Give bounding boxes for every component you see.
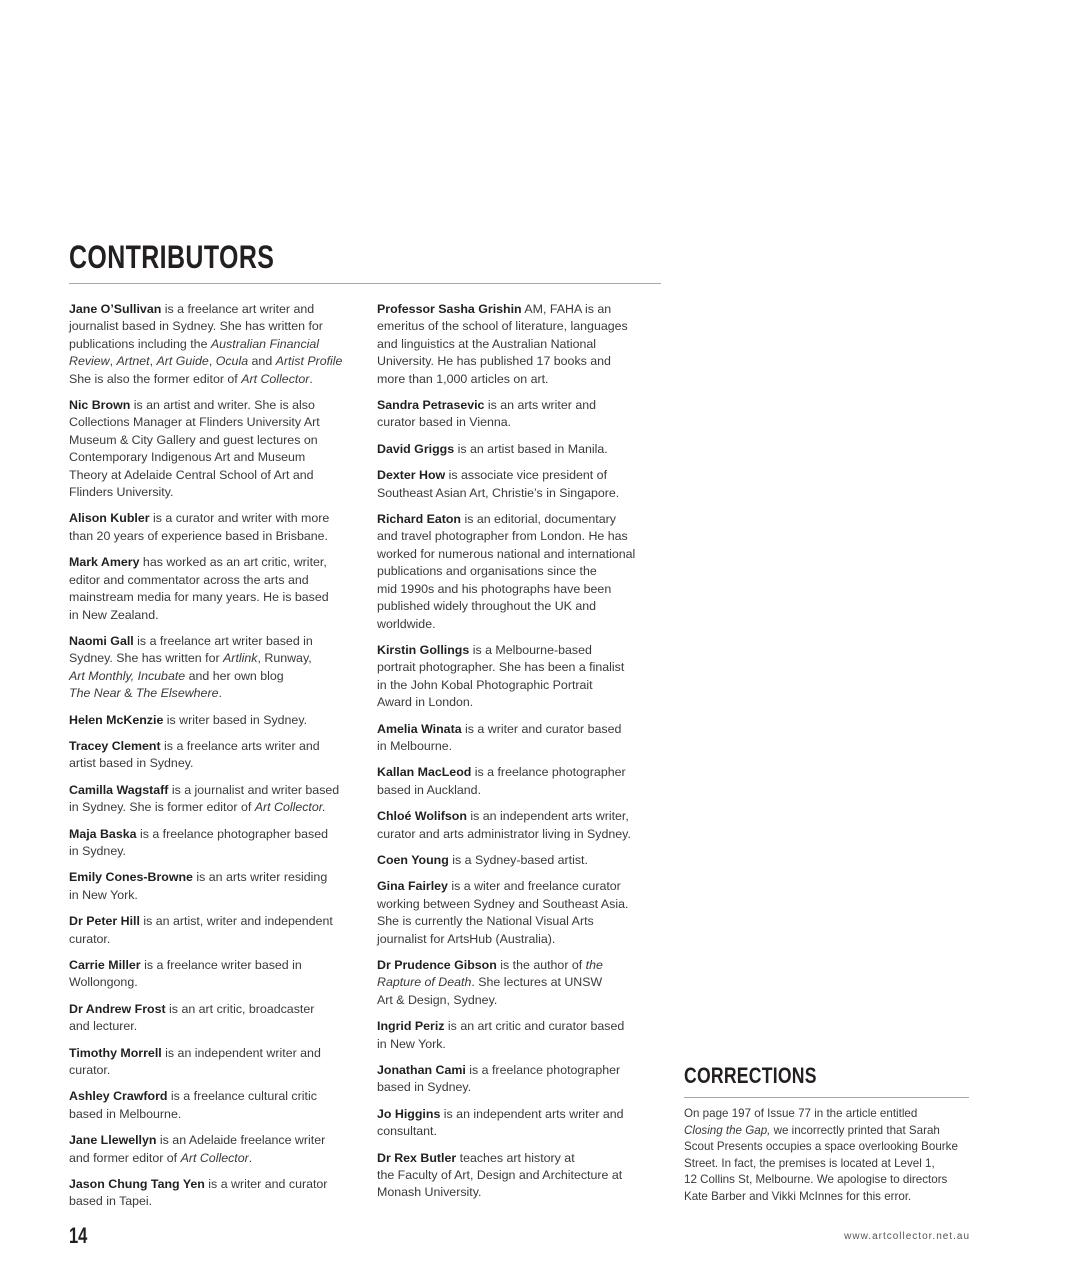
contributor-name: Coen Young	[377, 852, 449, 867]
contributor-name: Professor Sasha Grishin	[377, 302, 522, 316]
contributor-entry: Emily Cones-Browne is an arts writer residing in New York.	[69, 870, 328, 902]
contributor-name: Jonathan Cami	[377, 1063, 466, 1078]
contributor-entry: Dr Andrew Frost is an art critic, broadcaster and lecturer.	[69, 1001, 315, 1034]
contributor-name: Ingrid Periz	[377, 1019, 445, 1034]
contributor-name: Dr Prudence Gibson	[377, 958, 497, 972]
title-divider	[69, 283, 661, 284]
contributor-entry: Dr Peter Hill is an artist, writer and independent curator.	[69, 914, 333, 946]
contributor-entry: Gina Fairley is a witer and freelance curator working between Sydney and Southeast Asia. She is currently the National Visual Arts journalist for ArtsHub (Australia).	[377, 879, 629, 946]
contributor-name: Dr Rex Butler	[377, 1150, 457, 1165]
contributor-entry: Carrie Miller is a freelance writer based in Wollongong.	[69, 958, 302, 990]
page-title: CONTRIBUTORS	[69, 239, 275, 275]
contributor-name: Tracey Clement	[69, 738, 161, 753]
contributor-entry: Dexter How is associate vice president of Southeast Asian Art, Christie’s in Singapore.	[377, 468, 620, 500]
contributor-name: Emily Cones-Browne	[69, 870, 193, 885]
contributor-entry: Coen Young is a Sydney-based artist.	[377, 852, 588, 867]
contributor-entry: Kirstin Gollings is a Melbourne-based portrait photographer. She has been a finalist in the John Kobal Photographic Portrait Award in London.	[377, 642, 625, 710]
contributor-name: Sandra Petrasevic	[377, 398, 485, 413]
contributor-name: Dr Peter Hill	[69, 914, 140, 929]
contributor-entry: Jane Llewellyn is an Adelaide freelance writer and former editor of Art Collector.	[69, 1133, 326, 1165]
contributor-name: Camilla Wagstaff	[69, 782, 169, 797]
contributor-entry: Ashley Crawford is a freelance cultural critic based in Melbourne.	[69, 1089, 317, 1121]
contributor-name: Jane O’Sullivan	[69, 302, 162, 316]
contributor-entry: Camilla Wagstaff is a journalist and writer based in Sydney. She is former editor of Art Collector.	[69, 782, 340, 815]
contributor-entry: David Griggs is an artist based in Manila.	[377, 441, 608, 456]
corrections-text: On page 197 of Issue 77 in the article entitled Closing the Gap, we incorrectly printed that Sarah Scout Presents occupies a space overlooking Bourke Street. In fact, the premises is located at Level 1, 12 Collins St, Melbourne. We apologise to directors Kate Barber and Vikki McInnes for this error.	[684, 1107, 958, 1203]
contributor-name: Jason Chung Tang Yen	[69, 1177, 205, 1192]
contributor-entry: Professor Sasha Grishin AM, FAHA is an emeritus of the school of literature, languages and linguistics at the Australian National University. He has published 17 books and more than 1,000 articles on art.	[377, 302, 628, 386]
contributor-name: Dexter How	[377, 468, 446, 483]
contributor-entry: Jane O’Sullivan is a freelance art writer and journalist based in Sydney. She has written for publications including the Australian Financial Review, Artnet, Art Guide, Ocula and Artist Profile She is also the former editor of Art Collector.	[69, 302, 343, 386]
contributors-column-right	[377, 301, 657, 1211]
contributor-name: Carrie Miller	[69, 958, 141, 972]
contributor-name: David Griggs	[377, 441, 455, 456]
contributor-name: Amelia Winata	[377, 721, 462, 736]
contributor-entry: Jonathan Cami is a freelance photographer based in Sydney.	[377, 1063, 621, 1095]
corrections-divider	[684, 1097, 969, 1098]
contributor-entry: Mark Amery has worked as an art critic, writer, editor and commentator across the arts and mainstream media for many years. He is based in New Zealand.	[69, 555, 329, 622]
contributor-entry: Amelia Winata is a writer and curator based in Melbourne.	[377, 721, 622, 753]
contributor-entry: Ingrid Periz is an art critic and curator based in New York.	[377, 1019, 625, 1051]
contributor-name: Dr Andrew Frost	[69, 1001, 166, 1016]
contributor-entry: Alison Kubler is a curator and writer with more than 20 years of experience based in Brisbane.	[69, 511, 330, 543]
contributor-entry: Jo Higgins is an independent arts writer and consultant.	[377, 1106, 624, 1139]
contributor-name: Maja Baska	[69, 826, 137, 841]
contributor-name: Ashley Crawford	[69, 1089, 168, 1104]
contributor-name: Mark Amery	[69, 555, 140, 570]
contributor-entry: Tracey Clement is a freelance arts writer and artist based in Sydney.	[69, 738, 320, 771]
contributor-entry: Timothy Morrell is an independent writer and curator.	[69, 1045, 321, 1078]
contributor-entry: Dr Prudence Gibson is the author of the Rapture of Death. She lectures at UNSW Art & Design, Sydney.	[377, 958, 603, 1007]
contributor-entry: Helen McKenzie is writer based in Sydney.	[69, 712, 308, 727]
contributor-name: Jane Llewellyn	[69, 1133, 157, 1148]
contributor-entry: Naomi Gall is a freelance art writer based in Sydney. She has written for Artlink, Runway, Art Monthly, Incubate and her own blog The Near & The Elsewhere.	[69, 633, 313, 701]
contributor-name: Naomi Gall	[69, 633, 134, 648]
contributor-name: Gina Fairley	[377, 879, 448, 894]
contributor-name: Helen McKenzie	[69, 712, 164, 727]
contributor-entry: Nic Brown is an artist and writer. She is also Collections Manager at Flinders University Art Museum & City Gallery and guest lectures on Contemporary Indigenous Art and Museum Theory at Adelaide Central School of Art and Flinders University.	[69, 398, 320, 500]
contributor-entry: Richard Eaton is an editorial, documentary and travel photographer from London. He has worked for numerous national and international publications and organisations since the mid 1990s and his photographs have been published widely throughout the UK and worldwide.	[377, 512, 636, 631]
contributor-name: Chloé Wolifson	[377, 809, 467, 824]
contributor-name: Timothy Morrell	[69, 1045, 162, 1060]
corrections-title: CORRECTIONS	[684, 1063, 817, 1088]
contributor-name: Alison Kubler	[69, 511, 150, 526]
contributors-column-left	[69, 301, 355, 1220]
contributor-name: Nic Brown	[69, 398, 131, 413]
contributor-entry: Chloé Wolifson is an independent arts writer, curator and arts administrator living in Sydney.	[377, 809, 631, 841]
contributor-entry: Kallan MacLeod is a freelance photographer based in Auckland.	[377, 765, 626, 797]
contributor-entry: Sandra Petrasevic is an arts writer and curator based in Vienna.	[377, 398, 597, 430]
contributor-name: Kirstin Gollings	[377, 642, 470, 657]
contributor-name: Jo Higgins	[377, 1106, 441, 1121]
contributor-name: Richard Eaton	[377, 512, 461, 527]
contributor-entry: Maja Baska is a freelance photographer based in Sydney.	[69, 826, 329, 858]
contributor-entry: Dr Rex Butler teaches art history at the Faculty of Art, Design and Architecture at Monash University.	[377, 1150, 623, 1200]
page-number: 14	[69, 1223, 88, 1248]
website-url: www.artcollector.net.au	[844, 1231, 970, 1242]
contributor-name: Kallan MacLeod	[377, 765, 472, 780]
contributor-entry: Jason Chung Tang Yen is a writer and curator based in Tapei.	[69, 1177, 328, 1209]
